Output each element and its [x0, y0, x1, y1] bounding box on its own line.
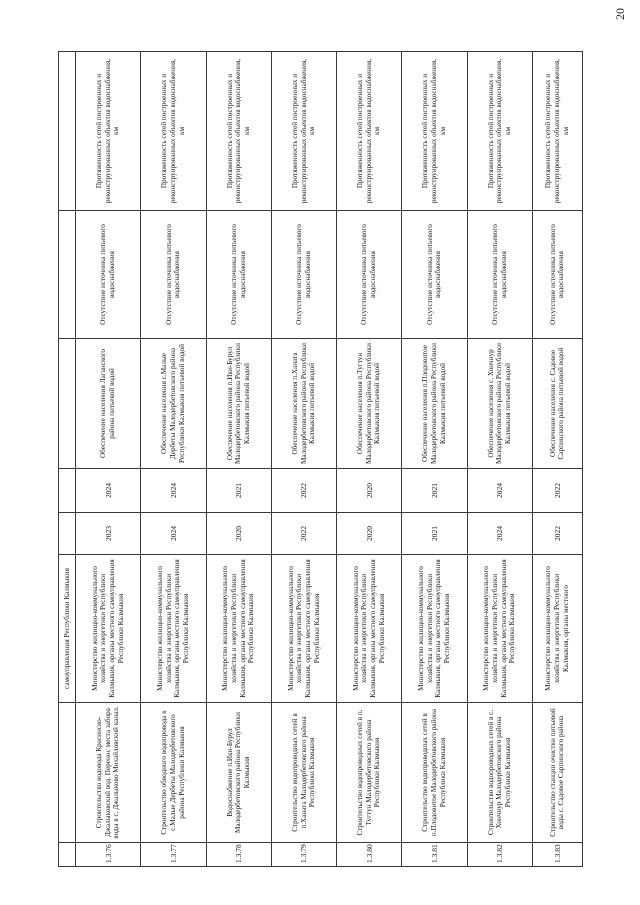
start-year-cell: 2024: [141, 513, 206, 555]
expected-result-cell: Обеспечение населения Лаганского района питьевой водой: [76, 339, 141, 469]
executor-cell: Министерство жилищно-коммунального хозяйства и энергетики Республики Калмыкия, органы местного самоуправления Республики Калмыкия: [467, 555, 532, 703]
problem-cell: Отсутствие источника питьевого водоснабжения: [402, 211, 467, 339]
executor-cell: Министерство жилищно-коммунального хозяйства и энергетики Республики Калмыкия, органы местного: [532, 555, 582, 703]
indicator-cell: Протяженность сетей построенных и реконструированных объектов водоснабжения, км: [532, 52, 582, 211]
expected-result-cell: Обеспечение населения п.Плодовитое Малодербетовского района Республики Калмыкия питьевой водой: [402, 339, 467, 469]
row-number-cell: 1.3.78: [206, 843, 271, 867]
cont-cell-empty-num: [59, 843, 76, 867]
end-year-cell: 2024: [76, 469, 141, 513]
indicator-cell: Протяженность сетей построенных и реконструированных объектов водоснабжения, км: [141, 52, 206, 211]
problem-cell: Отсутствие источника питьевого водоснабжения: [76, 211, 141, 339]
start-year-cell: 2022: [271, 513, 336, 555]
cont-cell-empty-name: [59, 703, 76, 843]
expected-result-cell: Обеспечение населения п.Ики-Бурул Малодербетовского района Республики Калмыкия питьевой водой: [206, 339, 271, 469]
measure-name-cell: Строительство водопроводных сетей в п.Ханата Малодербетовского района Республики Калмыкия: [271, 703, 336, 843]
executor-cell: Министерство жилищно-коммунального хозяйства и энергетики Республики Калмыкия, органы местного самоуправления Республики Калмыкия: [337, 555, 402, 703]
start-year-cell: 2024: [467, 513, 532, 555]
row-number-cell: 1.3.82: [467, 843, 532, 867]
row-number-cell: 1.3.77: [141, 843, 206, 867]
indicator-cell: Протяженность сетей построенных и реконструированных объектов водоснабжения, км: [337, 52, 402, 211]
table-row: [76, 52, 141, 867]
expected-result-cell: Обеспечение населения п.Ханата Малодербетовского района Республики Калмыкия питьевой водой: [271, 339, 336, 469]
executor-cell: Министерство жилищно-коммунального хозяйства и энергетики Республики Калмыкия, органы местного самоуправления Республики Калмыкия: [206, 555, 271, 703]
start-year-cell: 2020: [206, 513, 271, 555]
row-number-cell: 1.3.80: [337, 843, 402, 867]
measure-name-cell: Строительство водопроводных сетей в п. Тугтун Малодербетовского района Республики Калмыкия: [337, 703, 402, 843]
start-year-cell: 2021: [402, 513, 467, 555]
measure-name-cell: Строительство станции очистки питьевой воды с. Садовое Сарпинского района: [532, 703, 582, 843]
expected-result-cell: Обеспечение населения с. Садовое Сарпинского района питьевой водой: [532, 339, 582, 469]
executor-cell: Министерство жилищно-коммунального хозяйства и энергетики Республики Калмыкия, органы местного самоуправления Республики Калмыкия: [271, 555, 336, 703]
table-row: [141, 52, 206, 867]
table-row: [532, 52, 582, 867]
end-year-cell: 2024: [141, 469, 206, 513]
program-measures-table: [58, 51, 583, 867]
row-number-cell: 1.3.81: [402, 843, 467, 867]
end-year-cell: 2020: [337, 469, 402, 513]
problem-cell: Отсутствие источника питьевого водоснабжения: [532, 211, 582, 339]
table-continuation-row: [59, 52, 76, 867]
cont-cell-empty: [59, 211, 76, 339]
page-number: 20: [613, 8, 627, 20]
table-row: [271, 52, 336, 867]
measure-name-cell: Строительство водовода Красинско-Джалыковский вод. Перенос места забора воды в с. Джалыково Михайловский канал.: [76, 703, 141, 843]
end-year-cell: 2022: [271, 469, 336, 513]
cont-cell-executor: самоуправления Республики Калмыкия: [59, 555, 76, 703]
indicator-cell: Протяженность сетей построенных и реконструированных объектов водоснабжения, км: [402, 52, 467, 211]
start-year-cell: 2022: [532, 513, 582, 555]
expected-result-cell: Обеспечение населения с. Хончнур Малодербетовского района Республики Калмыкия питьевой водой: [467, 339, 532, 469]
measure-name-cell: Водоснабжение п.Ики-Бурул Малодербетовского района Республики Калмыкия: [206, 703, 271, 843]
row-number-cell: 1.3.79: [271, 843, 336, 867]
executor-cell: Министерство жилищно-коммунального хозяйства и энергетики Республики Калмыкия, органы местного самоуправления Республики Калмыкия: [141, 555, 206, 703]
problem-cell: Отсутствие источника питьевого водоснабжения: [271, 211, 336, 339]
start-year-cell: 2020: [337, 513, 402, 555]
indicator-cell: Протяженность сетей построенных и реконструированных объектов водоснабжения, км: [206, 52, 271, 211]
table-row: [337, 52, 402, 867]
row-number-cell: 1.3.83: [532, 843, 582, 867]
end-year-cell: 2024: [467, 469, 532, 513]
table-row: [402, 52, 467, 867]
executor-cell: Министерство жилищно-коммунального хозяйства и энергетики Республики Калмыкия, органы местного самоуправления Республики Калмыкия: [76, 555, 141, 703]
indicator-cell: Протяженность сетей построенных и реконструированных объектов водоснабжения, км: [467, 52, 532, 211]
end-year-cell: 2021: [206, 469, 271, 513]
problem-cell: Отсутствие источника питьевого водоснабжения: [141, 211, 206, 339]
measure-name-cell: Строительство обводного водопровода к с.Малые Дербеты Малодербетовского района Республики Калмыкия: [141, 703, 206, 843]
expected-result-cell: Обеспечение населения п.Тугтун Малодербетовского района Республики Калмыкия питьевой водой: [337, 339, 402, 469]
indicator-cell: Протяженность сетей построенных и реконструированных объектов водоснабжения, км: [271, 52, 336, 211]
end-year-cell: 2021: [402, 469, 467, 513]
executor-cell: Министерство жилищно-коммунального хозяйства и энергетики Республики Калмыкия, органы местного самоуправления Республики Калмыкия: [402, 555, 467, 703]
cont-cell-empty: [59, 52, 76, 211]
expected-result-cell: Обеспечение населения с.Малые Дербеты Малодербетовского района Республики Калмыкия питьевой водой: [141, 339, 206, 469]
table-row: [206, 52, 271, 867]
measure-name-cell: Строительство водопроводных сетей в п.Плодовитое Малодербетовского района Республики Калмыкия: [402, 703, 467, 843]
row-number-cell: 1.3.76: [76, 843, 141, 867]
table-rotation-frame: [58, 52, 583, 867]
problem-cell: Отсутствие источника питьевого водоснабжения: [206, 211, 271, 339]
cont-cell-empty: [59, 469, 76, 513]
problem-cell: Отсутствие источника питьевого водоснабжения: [337, 211, 402, 339]
start-year-cell: 2023: [76, 513, 141, 555]
indicator-cell: Протяженность сетей построенных и реконструированных объектов водоснабжения, км: [76, 52, 141, 211]
table-row: [467, 52, 532, 867]
problem-cell: Отсутствие источника питьевого водоснабжения: [467, 211, 532, 339]
cont-cell-empty: [59, 339, 76, 469]
cont-cell-empty: [59, 513, 76, 555]
end-year-cell: 2022: [532, 469, 582, 513]
rotated-table-container: [58, 52, 583, 867]
measure-name-cell: Строительство водопроводных сетей в с. Хончнур Малодербетовского района Республики Калмыкия: [467, 703, 532, 843]
